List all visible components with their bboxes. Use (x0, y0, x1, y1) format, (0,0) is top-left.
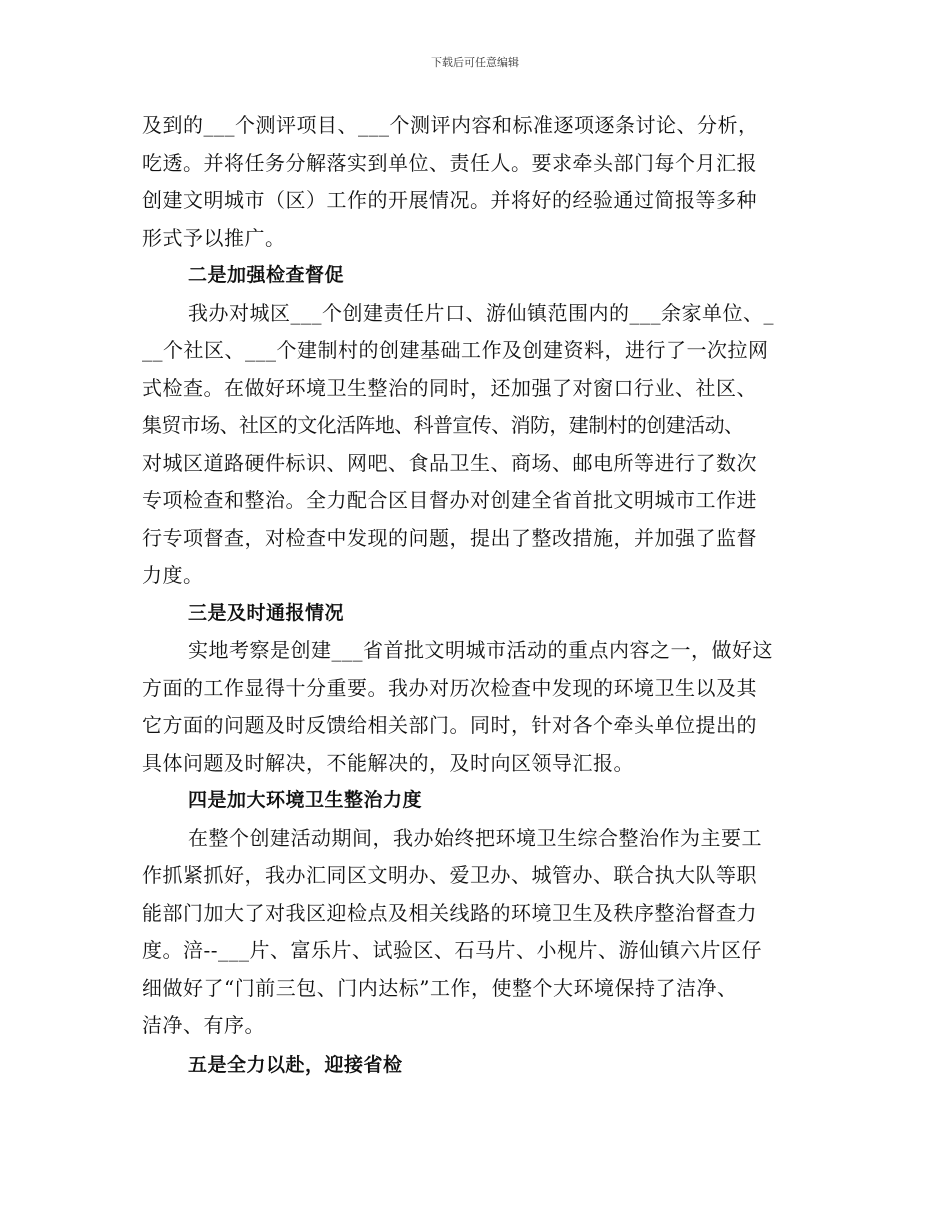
paragraph-line: 细做好了“门前三包、门内达标”工作，使整个大环境保持了洁净、 (142, 975, 738, 1000)
paragraph-line: 及到的___个测评项目、___个测评内容和标准逐项逐条讨论、分析， (142, 113, 759, 137)
paragraph-line: 专项检查和整治。全力配合区目督办对创建全省首批文明城市工作进 (142, 488, 757, 512)
paragraph-line: 吃透。并将任务分解落实到单位、责任人。要求牵头部门每个月汇报 (142, 150, 757, 175)
paragraph-line: 式检查。在做好环境卫生整治的同时，还加强了对窗口行业、社区、 (142, 375, 757, 400)
paragraph-line: 在整个创建活动期间，我办始终把环境卫生综合整治作为主要工 (188, 825, 762, 850)
paragraph-line: 洁净、有序。 (142, 1013, 265, 1037)
section-heading: 五是全力以赴，迎接省检 (188, 1053, 403, 1076)
paragraph-line: 形式予以推广。 (142, 225, 286, 250)
paragraph-line: 具体问题及时解决，不能解决的，及时向区领导汇报。 (142, 750, 634, 775)
section-heading: 四是加大环境卫生整治力度 (188, 789, 423, 811)
paragraph-line: __个社区、___个建制村的创建基础工作及创建资料，进行了一次拉网 (142, 338, 769, 362)
section-heading: 三是及时通报情况 (188, 601, 345, 624)
paragraph-line: 它方面的问题及时反馈给相关部门。同时，针对各个牵头单位提出的 (142, 713, 757, 737)
paragraph-line: 我办对城区___个创建责任片口、游仙镇范围内的___余家单位、_ (188, 300, 774, 325)
section-heading: 二是加强检查督促 (188, 264, 345, 286)
paragraph-line: 创建文明城市（区）工作的开展情况。并将好的经验通过简报等多种 (142, 188, 757, 212)
paragraph-line: 度。涪--___片、富乐片、试验区、石马片、小枧片、游仙镇六片区仔 (142, 938, 763, 962)
document-body (142, 107, 827, 1084)
paragraph-line: 力度。 (142, 563, 204, 587)
paragraph-line: 行专项督查，对检查中发现的问题，提出了整改措施，并加强了监督 (142, 525, 757, 550)
page-header: 下载后可任意编辑 (431, 56, 519, 69)
paragraph-line: 作抓紧抓好，我办汇同区文明办、爱卫办、城管办、联合执大队等职 (142, 863, 757, 887)
paragraph-line: 方面的工作显得十分重要。我办对历次检查中发现的环境卫生以及其 (142, 675, 757, 700)
paragraph-line: 实地考察是创建___省首批文明城市活动的重点内容之一，做好这 (188, 638, 773, 662)
paragraph-line: 能部门加大了对我区迎检点及相关线路的环境卫生及秩序整治督查力 (142, 900, 757, 925)
paragraph-line: 对城区道路硬件标识、网吧、食品卫生、商场、邮电所等进行了数次 (142, 450, 757, 475)
paragraph-line: 集贸市场、社区的文化活阵地、科普宣传、消防，建制村的创建活动、 (142, 413, 744, 437)
